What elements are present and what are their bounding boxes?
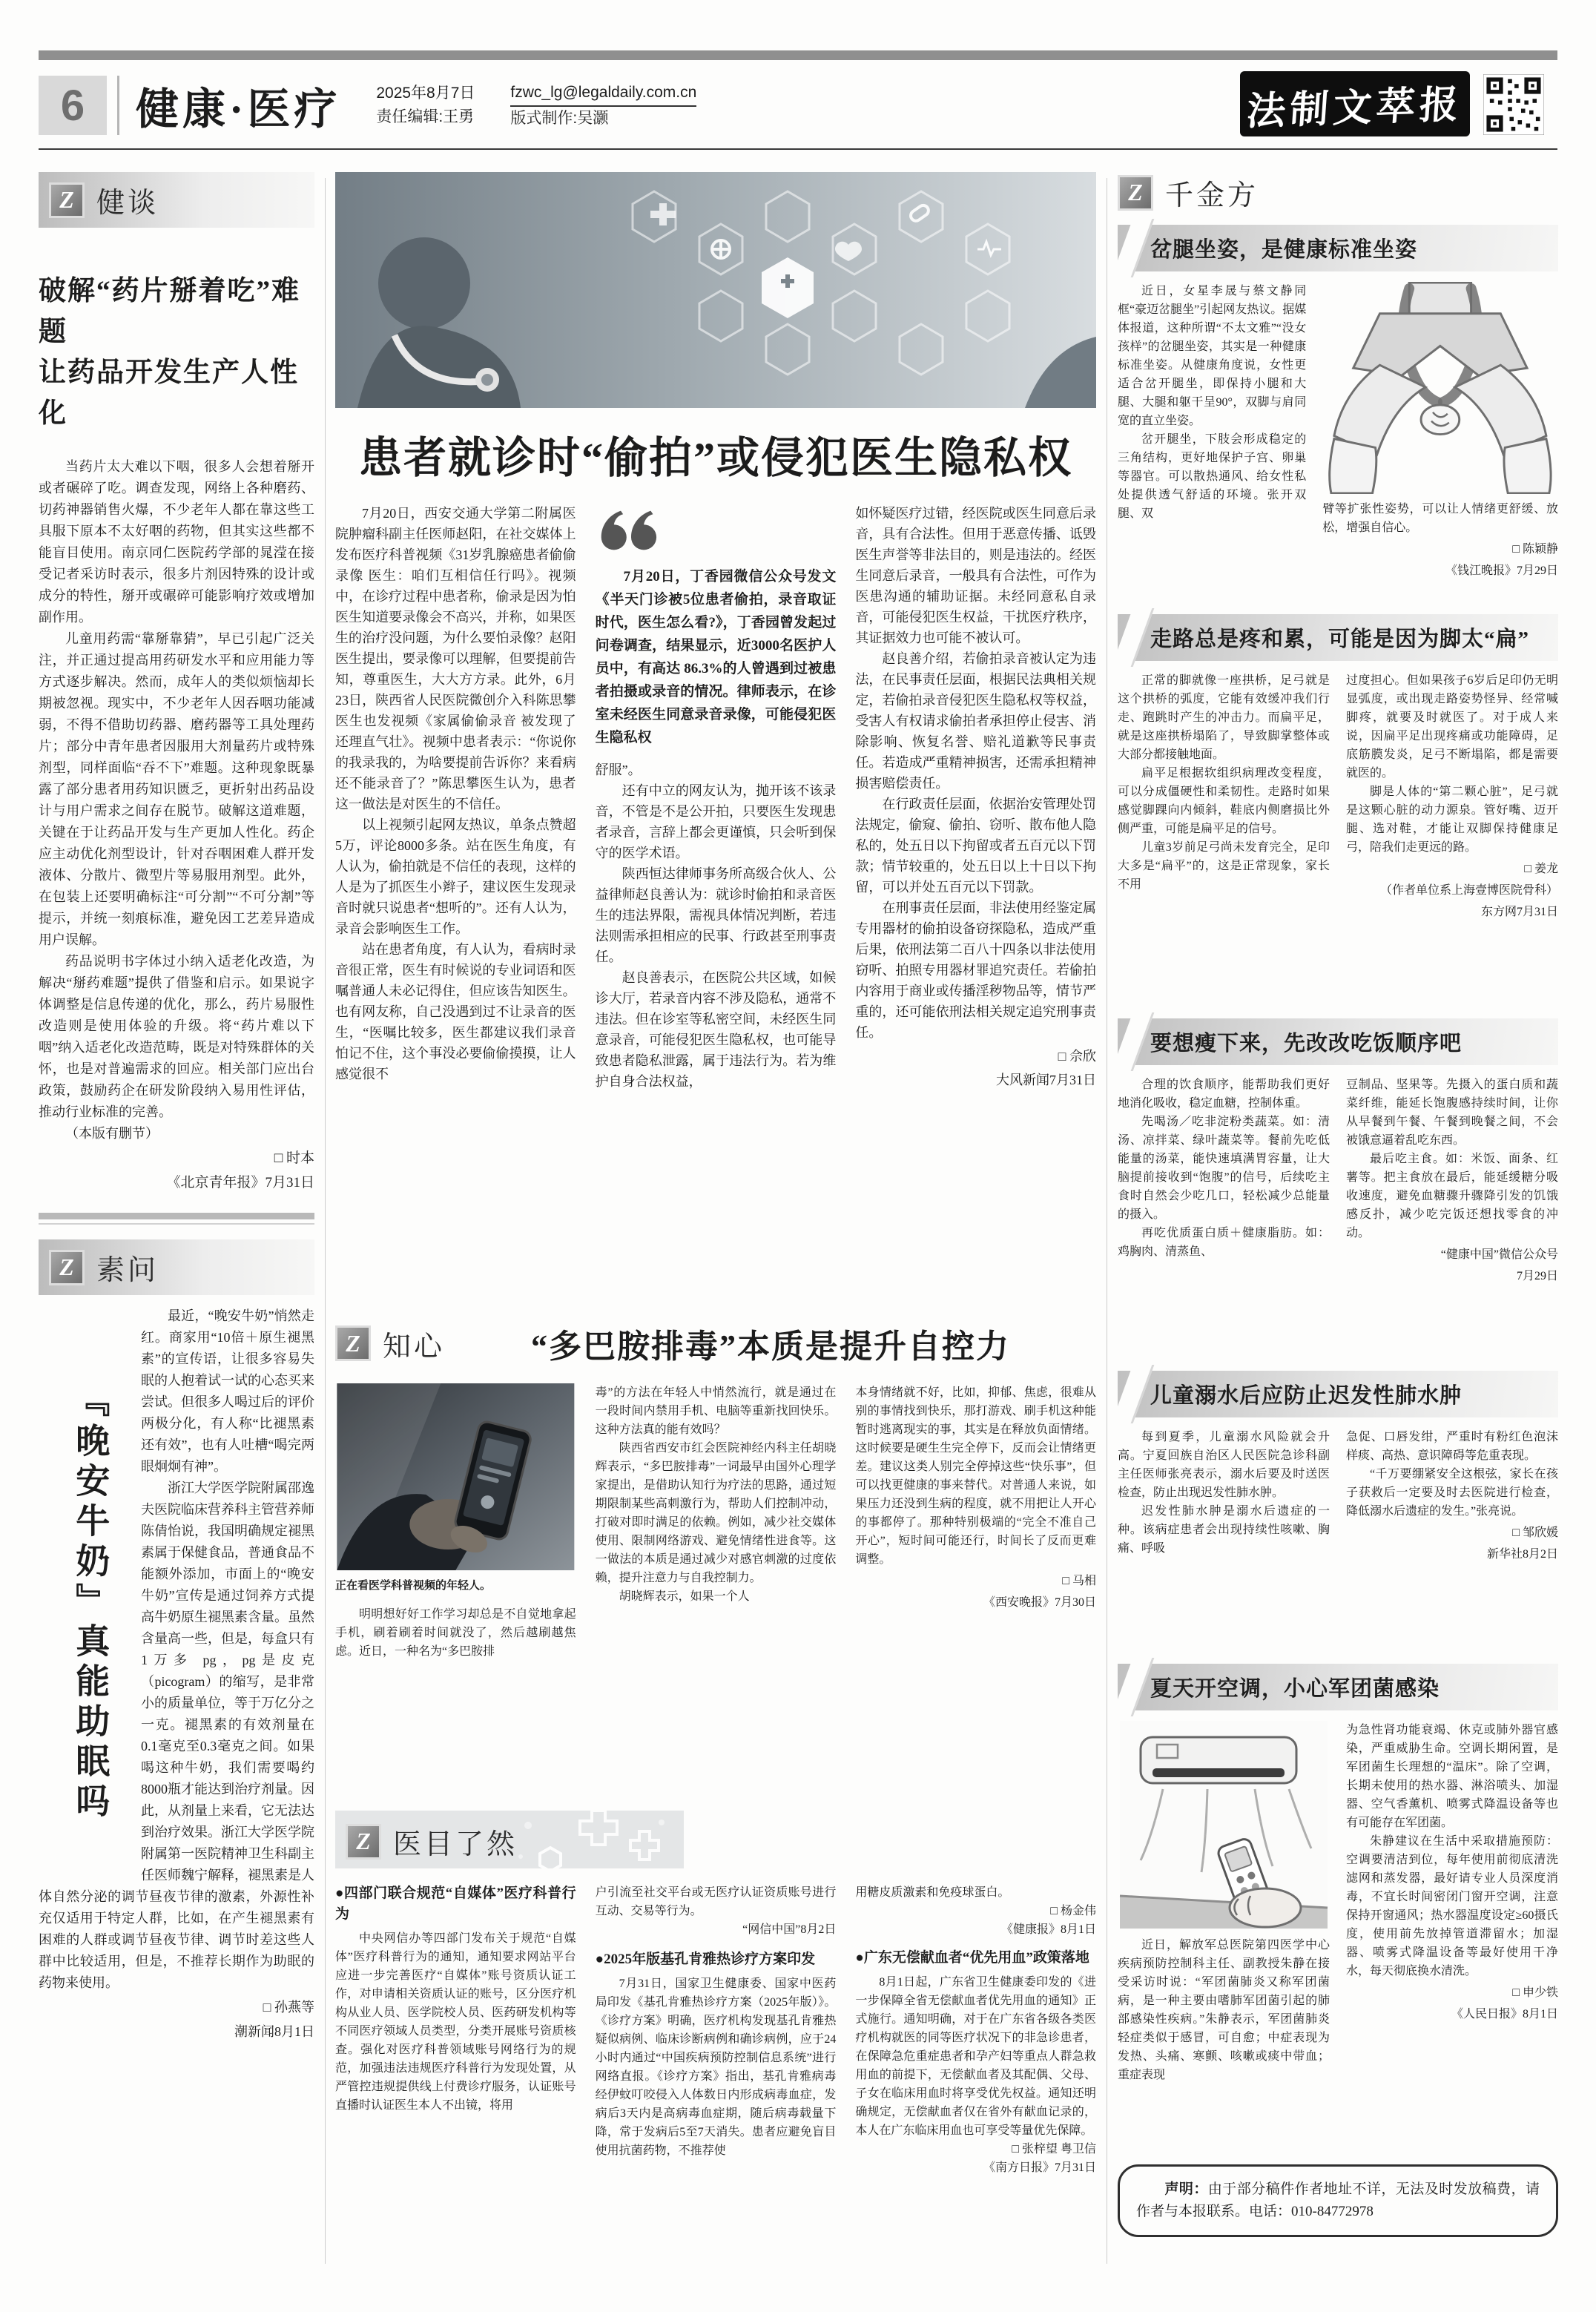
paragraph: 急促、口唇发绀，严重时有粉红色泡沫样痰、高热、意识障碍等危重表现。 [1346,1431,1558,1462]
source: 《西安晚报》7月30日 [983,1596,1096,1609]
air-conditioner-illustration [1118,1721,1330,1929]
source: 潮新闻8月1日 [234,2024,314,2039]
a1-text-col [1118,282,1306,602]
source: 《南方日报》7月31日 [983,2161,1096,2174]
header-divider [117,76,119,135]
zhixin-headline: “多巴胺排毒”本质是提升自控力 [531,1328,1010,1365]
phone-user-photo [335,1383,576,1570]
source: 7月29日 [1516,1270,1558,1282]
author: □ 时本 [274,1150,314,1166]
article-a3 [1118,1076,1558,1359]
paragraph: 7月20日，西安交通大学第二附属医院肿瘤科副主任医师赵阳，在社交媒体上发布医疗科普视频《31岁乳腺癌患者偷偷录像 医生：咱们互相信任行吗》。视频中，在诊疗过程中患者称，偷录是因为怕医生知道要录像会不高兴，并称，如果医生的治疗没问题，为什么要怕录像？赵阳医生提出，要录像可以理解，但要提前告知，尊重医生，大大方方录。此外，6月23日，陕西省人民医院微创介入科陈思攀医生也发视频《家属偷偷录音 被发现了还理直气壮》。视频中患者表示：“你说你的我录我的，为啥要提前告诉你？来看病还不能录音了？”陈思攀医生认为，患者这一做法是对医生的不信任。 [335,506,576,811]
yimu-col-3 [855,1883,1096,2271]
paragraph: 舒服”。 [595,763,642,777]
tag-label: 医目了然 [393,1829,518,1860]
yimu-columns [335,1883,1096,2271]
quote-icon [596,507,667,553]
main-article-columns [335,503,1096,1300]
paragraph: 先喝汤／吃非淀粉类蔬菜。如：清汤、凉拌菜、绿叶蔬菜等。餐前先吃低能量的汤菜，能快速填满胃容量，让大脑提前接收到“饱腹”的信号，后续吃主食时自然会少吃几口，轻松减少总能量的摄入。 [1118,1116,1330,1221]
article-title-band: 岔腿坐姿，是健康标准坐姿 [1118,225,1558,271]
section-zhixin-header [335,1320,1096,1367]
source: 《人民日报》8月1日 [1451,2008,1558,2020]
zhixin-col-3 [855,1383,1096,1790]
paragraph: 扁平足根据软组织病理改变程度，可以分成僵硬性和柔韧性。走路时如果感觉脚踝向内倾斜，鞋底内侧磨损比外侧严重，可能是扁平足的信号。 [1118,767,1330,835]
statement-text: 由于部分稿件作者地址不详，无法及时发放稿费，请作者与本报联系。电话：010-84772978 [1136,2181,1540,2219]
paragraph: 在行政责任层面，依据治安管理处罚法规定，偷窥、偷拍、窃听、散布他人隐私的，处五日以下拘留或者五百元以下罚款；情节较重的，处五日以上十日以下拘留，可以并处五百元以下罚款。 [855,797,1096,895]
z-logo-icon: Z [49,182,85,218]
jiantan-headline: 破解“药片掰着吃”难题 让药品开发生产人性化 [39,276,300,429]
author: □ 陈颖静 [1512,543,1558,556]
paragraph: 中央网信办等四部门发布关于规范“自媒体”医疗科普行为的通知，通知要求网站平台应进一步完善医疗“自媒体”账号资质认证工作，对申请相关资质认证的账号，区分医疗机构从业人员、医学院校人员、医药研发机构等不同医疗领域人员类型，分类开展账号资质核查。强化对医疗科普领域账号网络行为的规范，加强违法违规医疗科普行为发现处置，从严管控违规提供线上付费诊疗服务，认证账号直播时认证医生本人不出镜，将用 [335,1932,576,2112]
source: 《健康报》8月1日 [1001,1923,1096,1936]
article-title-band: 要想瘦下来，先改改吃饭顺序吧 [1118,1018,1558,1065]
paragraph: 为急性肾功能衰竭、休克或肺外器官感染，严重威胁生命。空调长期闲置，是军团菌生长理想的“温床”。除了空调，长期未使用的热水器、淋浴喷头、加湿器、空气香薰机、喷雾式降温设备等也有可能存在军团菌。 [1346,1724,1558,1829]
statement-box [1118,2164,1558,2237]
zhixin-col-1 [335,1383,576,1790]
edition-meta [376,82,475,129]
tag-label: 健谈 [96,188,159,219]
main-col-3 [855,503,1096,1300]
contact-email: fzwc_lg@legaldaily.com.cn [510,81,696,107]
source: “网信中国”8月2日 [742,1923,837,1936]
zhixin-col-2 [596,1383,837,1790]
paragraph: 近日，解放军总医院第四医学中心疾病预防控制科主任、副教授朱静在接受采访时说：“军团菌肺炎又称军团菌病，是一种主要由嗜肺军团菌引起的肺部感染性疾病。”朱静表示，军团菌肺炎轻症类似于感冒，可自愈；中症表现为发热、头痛、寒颤、咳嗽或痰中带血；重症表现 [1118,1939,1330,2081]
a4-col-1 [1118,1428,1330,1652]
paragraph: 最后吃主食。如：米饭、面条、红薯等。把主食放在最后，能延缓糖分吸收速度，避免血糖骤升骤降引发的饥饿感反扑，减少吃完饭还想找零食的冲动。 [1346,1153,1558,1239]
section-divider-thin [39,1223,314,1225]
paragraph: 户引流至社交平台或无医疗认证资质账号进行互动、交易等行为。 [595,1886,837,1917]
a4-col-2 [1346,1428,1558,1652]
paragraph: 浙江大学医学院附属邵逸夫医院临床营养科主管营养师陈倩怡说，我国明确规定褪黑素属于保健食品，普通食品不能额外添加，市面上的“晚安牛奶”宣传是通过饲养方式提高牛奶原生褪黑素含量。虽然含量高一些，但是，每盒只有1万多 pg，pg是皮克（picogram）的缩写，是非常小的质量单位，等于万亿分之一克。褪黑素的有效剂量在0.1毫克至0.3毫克之间。如果喝这种牛奶，我们需要喝约8000瓶才能达到治疗剂量。因此，从剂量上来看，它无法达到治疗效果。浙江大学医学院附属第一医院精神卫生科副主任医师魏宁解释，褪黑素是人体自然分泌的调节昼夜节律的激素，外源性补充仅适用于特定人群，比如，在产生褪黑素有困难的人群或调节昼夜节律、调节时差这些人群中比较适用，但是，不推荐长期作为助眠的药物来使用。 [39,1481,314,1990]
paragraph: 陕西恒达律师事务所高级合伙人、公益律师赵良善认为：就诊时偷拍和录音医生的违法界限，需视具体情况判断，若违法则需承担相应的民事、行政甚至刑事责任。 [595,866,837,964]
paragraph: 近日，女星李晟与蔡文静同框“豪迈岔腿坐”引起网友热议。据媒体报道，这种所谓“不太文雅”“没女孩样”的岔腿坐姿，其实是一种健康标准坐姿。从健康角度说，女性更适合岔开腿坐，即保持小腿和大腿、大腿和躯干呈90°，双脚与肩同宽的直立坐姿。 [1118,285,1307,427]
tag-label: 知心 [383,1331,446,1363]
quote-text: 7月20日，丁香园微信公众号发文《半天门诊被5位患者偷拍，录音取证时代，医生怎么看?》，丁香园曾发起过问卷调查，结果显示，近3000名医护人员中，有高达 86.3%的人曾遇到过被患者拍摄或录音的情况。律师表示，在诊室未经医生同意录音录像，可能侵犯医生隐私权 [595,569,837,745]
main-col-2 [596,503,837,1300]
paragraph: 迟发性肺水肿是溺水后遗症的一种。该病症患者会出现持续性咳嗽、胸痛、呼吸 [1118,1505,1330,1555]
author: □ 杨金伟 [1050,1905,1096,1917]
sitting-posture-illustration [1322,282,1558,494]
yimu-col-1 [335,1883,576,2271]
article-a4 [1118,1428,1558,1652]
article-a1 [1118,282,1558,602]
paragraph: 脚是人体的“第二颗心脏”，足弓就是这颗心脏的动力源泉。管好嘴、迈开腿、选对鞋，才能让双脚保持健康足弓，陪我们走更远的路。 [1346,786,1558,854]
paragraph: 陕西省西安市红会医院神经内科主任胡晓辉表示，“多巴胺排毒”一词最早由国外心理学家提出，是借助认知行为疗法的思路，通过短期限制某些高刺激行为，帮助人们控制冲动，打破对即时满足的依赖。例如，减少社交媒体使用、限制网络游戏、避免情绪性进食等。这一做法的本质是通过减少对感官刺激的过度依赖，提升注意力与自我控制力。 [595,1442,837,1584]
section-tag-yimu [335,1811,684,1868]
paragraph: 再吃优质蛋白质＋健康脂肪。如：鸡胸肉、清蒸鱼、 [1118,1227,1330,1258]
article-a5 [1118,1721,1558,2142]
tag-label: 千金方 [1165,180,1259,211]
paragraph: 臂等扩张性姿势，可以让人情绪更舒缓、放松，增强自信心。 [1322,503,1558,534]
statement-label: 声明： [1164,2181,1208,2197]
paragraph: 用糖皮质激素和免疫球蛋白。 [855,1886,1010,1899]
author: “健康中国”微信公众号 [1440,1248,1558,1261]
source: 《北京青年报》7月31日 [166,1175,314,1190]
paragraph: 药品说明书字体过小纳入适老化改造，为解决“掰药难题”提供了借鉴和启示。如果说字体调整是信息传递的优化，那么，药片易服性改造则是使用体验的升级。将“药片难以下咽”纳入适老化改造范畴，既是对特殊群体的关怀，也是对普遍需求的回应。相关部门应出台政策，鼓励药企在研发阶段纳入易用性评估，推动行业标准的完善。 [39,954,314,1119]
author: □ 邹欣媛 [1512,1526,1558,1539]
paragraph: 过度担心。但如果孩子6岁后足印仍无明显弧度，或出现走路姿势怪异、经常喊脚疼，就要及时就医了。对于成人来说，因扁平足出现疼痛或功能障碍，足底筋膜发炎，足弓不断塌陷，都是需要就医的。 [1346,674,1558,780]
page-number: 6 [39,76,107,135]
brief-title: ●2025年版基孔肯雅热诊疗方案印发 [595,1952,816,1967]
paragraph: 赵良善介绍，若偷拍录音被认定为违法，在民事责任层面，根据民法典相关规定，若偷拍录音侵犯医生隐私权等权益，受害人有权请求偷拍者承担停止侵害、消除影响、恢复名誉、赔礼道歉等民事责任。若造成严重精神损害，还需承担精神损害赔偿责任。 [855,651,1096,791]
a3-col-2 [1346,1076,1558,1359]
tag-label: 素问 [96,1255,159,1286]
contact-meta [510,81,696,131]
editor: 责任编辑:王勇 [376,108,475,125]
top-bar [39,50,1557,60]
paragraph: 儿童用药需“靠掰靠猜”，早已引起广泛关注，并正通过提高用药研发水平和应用能力等方式逐步解决。然而，成年人的类似烦恼却长期被忽视。现实中，不少老年人因吞咽功能减弱，不得不借助切药器、磨药器等工具处理药片；部分中青年患者因服用大剂量药片或特殊剂型，同样面临“吞不下”难题。这种现象既暴露了部分患者用药知识匮乏，更折射出药品设计与用户需求之间存在脱节。破解这道难题，关键在于让药品开发与生产更加人性化。药企应主动优化剂型设计，针对吞咽困难人群开发液体、分散片、微型片等易服用剂型。此外，在包装上还要明确标注“可分割”“不可分割”等提示，并统一刻痕标准，避免因工艺差异造成用户误解。 [39,631,314,947]
paragraph: 豆制品、坚果等。先摄入的蛋白质和蔬菜纤维，能延长饱腹感持续时间，让你从早餐到午餐、午餐到晚餐之间，不会被饿意逼着乱吃东西。 [1346,1078,1558,1147]
paragraph: 以上视频引起网友热议，单条点赞超5万，评论8000多条。站在医生角度，有人认为，偷拍就是不信任的表现，这样的人是为了抓医生小辫子，建议医生发现录音时就只说患者“想听的”。还有人认为，录音会影响医生工作。 [335,817,576,936]
z-logo-icon: Z [335,1325,371,1361]
author: □ 孙燕等 [263,2000,314,2015]
paragraph: 7月31日，国家卫生健康委、国家中医药局印发《基孔肯雅热诊疗方案（2025年版）》。《诊疗方案》明确，医疗机构发现基孔肯雅热疑似病例、临床诊断病例和确诊病例，应于24小时内通过“中国疾病预防控制信息系统”进行网络直报。《诊疗方案》指出，基孔肯雅病毒经伊蚊叮咬侵入人体数日内形成病毒血症，发病后3天内是高病毒血症期，随后病毒载量下降，常于发病后5至7天消失。患者应避免盲目使用抗菌药物，不推荐使 [595,1977,837,2157]
z-logo-icon: Z [1118,175,1153,211]
article-title-band: 夏天开空调，小心军团菌感染 [1118,1664,1558,1710]
masthead-title: 法制文萃报 [1245,83,1465,134]
paragraph: 儿童3岁前足弓尚未发育完全，足印大多是“扁平”的，这是正常现象，家长不用 [1118,841,1330,891]
paragraph: 8月1日起，广东省卫生健康委印发的《进一步保障全省无偿献血者优先用血的通知》正式施行。通知明确，对于在广东省各级各类医疗机构就医的同等医疗状况下的非急诊患者，在保障急危重症患者和孕产妇等重点人群急救用血的前提下，无偿献血者及其配偶、父母、子女在临床用血时将享受优先权益。通知还明确规定，无偿献血者仅在省外有献血记录的，本人在广东临床用血也可享受等量优先保障。 [855,1976,1096,2137]
a2-col-1 [1118,671,1330,1007]
qr-code-icon [1483,74,1544,135]
paragraph: 站在患者角度，有人认为，看病时录音很正常，医生有时候说的专业词语和医嘱普通人未必记得住，但应该告知医生。也有网友称，自己没遇到过不让录音的医生，“医嘱比较多，医生都建议我们录音怕记不住，这个事没必要偷偷摸摸，让人感觉很不 [335,942,576,1081]
a3-col-1 [1118,1076,1330,1359]
suwen-article [39,1305,314,2043]
a1-figure-col [1322,282,1558,602]
author-unit: （作者单位系上海壹博医院骨科） [1379,884,1558,897]
paragraph: 还有中立的网友认为，抛开该不该录音，不管是不是公开拍，只要医生发现患者录音，言辞上都会更谨慎，只会听到保守的医学术语。 [595,783,837,860]
paragraph: 如怀疑医疗过错，经医院或医生同意后录音，具有合法性。但用于恶意传播、诋毁医生声誉等非法目的，则是违法的。经医生同意后录音，一般具有合法性，可作为医患沟通的辅助证据。未经同意私自录音，可能侵犯医生权益，干扰医疗秩序，其证据效力也可能不被认可。 [855,506,1096,645]
paragraph: 在刑事责任层面，非法使用经鉴定属专用器材的偷拍设备窃探隐私，造成严重后果，依刑法第二百八十四条以非法使用窃听、拍照专用器材罪追究责任。若偷拍内容用于商业或传播淫秽物品等，情节严重的，还可能依刑法相关规定追究刑事责任。 [855,900,1096,1040]
paragraph: 本身情绪就不好，比如，抑郁、焦虑，很难从别的事情找到快乐，那打游戏、刷手机这种能暂时逃离现实的事，其实是在释放负面情绪。这时候要是硬生生完全停下，反而会让情绪更差。建议这类人别完全停掉这些“快乐事”，但可以找更健康的事来替代。对普通人来说，如果压力还没到生病的程度，就不用把让人开心的事都停了。那种特别极端的“完全不准自己开心”，短时间可能还行，时间长了反而更难调整。 [855,1386,1096,1566]
masthead [1240,71,1470,136]
medical-tech-photo [335,172,1096,408]
paragraph: 赵良善表示，在医院公共区域，如候诊大厅，若录音内容不涉及隐私，通常不违法。但在诊室等私密空间，未经医生同意录音，可能侵犯医生隐私权，也可能导致患者隐私泄露，属于违法行为。若为维护自身合法权益， [595,970,837,1089]
main-headline: 患者就诊时“偷拍”或侵犯医生隐私权 [358,434,1072,482]
pull-quote [596,507,837,749]
brief-title: ●广东无偿献血者“优先用血”政策落地 [855,1950,1089,1966]
photo-caption: 正在看医学科普视频的年轻人。 [335,1579,492,1592]
a5-col-2 [1346,1721,1558,2142]
zhixin-columns [335,1383,1096,1790]
article-title-band: 走路总是疼和累，可能是因为脚太“扁” [1118,614,1558,661]
paragraph: “千万要绷紧安全这根弦，家长在孩子获救后一定要及时去医院进行检查，降低溺水后遗症的发生。”张亮说。 [1346,1468,1558,1518]
paragraph: 每到夏季，儿童溺水风险就会升高。宁夏回族自治区人民医院急诊科副主任医师张亮表示，溺水后要及时送医检查，防止出现迟发性肺水肿。 [1118,1431,1330,1499]
section-tag-suwen [39,1239,314,1295]
paragraph: 胡晓辉表示，如果一个人 [619,1590,750,1603]
paragraph: 最近，“晚安牛奶”悄然走红。商家用“10倍＋原生褪黑素”的宣传语，让很多容易失眠的人抱着试一试的心态买来尝试。但很多人喝过后的评价两极分化，有人称“比褪黑素还有效”，也有人吐槽“喝完两眼炯炯有神”。 [141,1308,314,1474]
column-right [1118,172,1558,2271]
main-col-1 [335,503,576,1300]
z-logo-icon: Z [346,1824,381,1860]
page-header [39,70,1557,141]
paragraph: 明明想好好工作学习却总是不自觉地拿起手机，刷着刷着时间就没了，然后越刷越焦虑。近日，一种名为“多巴胺排 [335,1608,576,1658]
a2-col-2 [1346,671,1558,1007]
source: 《钱江晚报》7月29日 [1445,564,1558,577]
source: 东方网7月31日 [1480,906,1558,918]
author: □ 佘欣 [1058,1049,1096,1064]
paragraph: 合理的饮食顺序，能帮助我们更好地消化吸收，稳定血糖，控制体重。 [1118,1078,1330,1110]
yimu-col-2 [596,1883,837,2271]
section-title: 健康·医疗 [136,85,341,134]
column-center [335,172,1096,2271]
paragraph: 朱静建议在生活中采取措施预防：空调要清洁到位，每年使用前彻底清洗滤网和蒸发器，最好请专业人员深度消毒，不宜长时间密闭门窗开空调，注意保持开窗通风；热水器温度设定≥60摄氏度，使用前先放掉管道滞留水；加湿器、喷雾式降温设备等最好使用干净水，每天彻底换水清洗。 [1346,1835,1558,1977]
suwen-vertical-headline: 『晚安牛奶』真能助眠吗 [71,1383,110,1823]
brief-title: ●四部门联合规范“自媒体”医疗科普行为 [335,1886,576,1922]
source: 大风新闻7月31日 [996,1073,1096,1087]
article-a2 [1118,671,1558,1007]
edition-date: 2025年8月7日 [376,85,475,102]
editor-note: （本版有删节） [65,1126,159,1141]
z-logo-icon: Z [49,1250,85,1285]
jiantan-body [39,456,314,1193]
author: □ 申少铁 [1512,1986,1558,1999]
article-title-band: 儿童溺水后应防止迟发性肺水肿 [1118,1371,1558,1417]
layout-producer: 版式制作:吴灏 [510,109,609,127]
section-divider [39,1213,314,1219]
column-rule-left [325,178,326,2264]
author: □ 张梓望 粤卫信 [1012,2143,1096,2155]
paragraph: 毒”的方法在年轻人中悄然流行，就是通过在一段时间内禁用手机、电脑等重新找回快乐。这种方法真的能有效吗？ [595,1386,837,1436]
author: □ 姜龙 [1524,863,1558,875]
source: 新华社8月2日 [1486,1548,1558,1561]
header-rule [39,148,1557,150]
a5-col-1 [1118,1721,1330,2142]
column-left [39,172,314,2271]
author: □ 马相 [1062,1575,1096,1587]
paragraph: 岔开腿坐，下肢会形成稳定的三角结构，更好地保护子宫、卵巢等器官。可以散热通风、给女性私处提供透气舒适的环境。张开双腿、双 [1118,433,1307,520]
paragraph: 当药片太大难以下咽，很多人会想着掰开或者碾碎了吃。调查发现，网络上各种磨药、切药神器销售火爆，不少老年人都在靠这些工具服下原本不太好咽的药物，但其实这些都不能盲目使用。南京同仁医院药学部的晁滢在接受记者采访时表示，很多片剂因特殊的设计或成分的特性，掰开或碾碎可能影响疗效或增加副作用。 [39,459,314,625]
section-tag-jiantan [39,172,314,228]
section-tag-qianjinfang [1118,172,1558,213]
section-tag-zhixin [335,1323,445,1364]
paragraph: 正常的脚就像一座拱桥，足弓就是这个拱桥的弧度，它能有效缓冲我们行走、跑跳时产生的冲击力。而扁平足，就是这座拱桥塌陷了，导致脚掌整体或大部分都接触地面。 [1118,674,1330,761]
suwen-headline-block [39,1305,141,1884]
